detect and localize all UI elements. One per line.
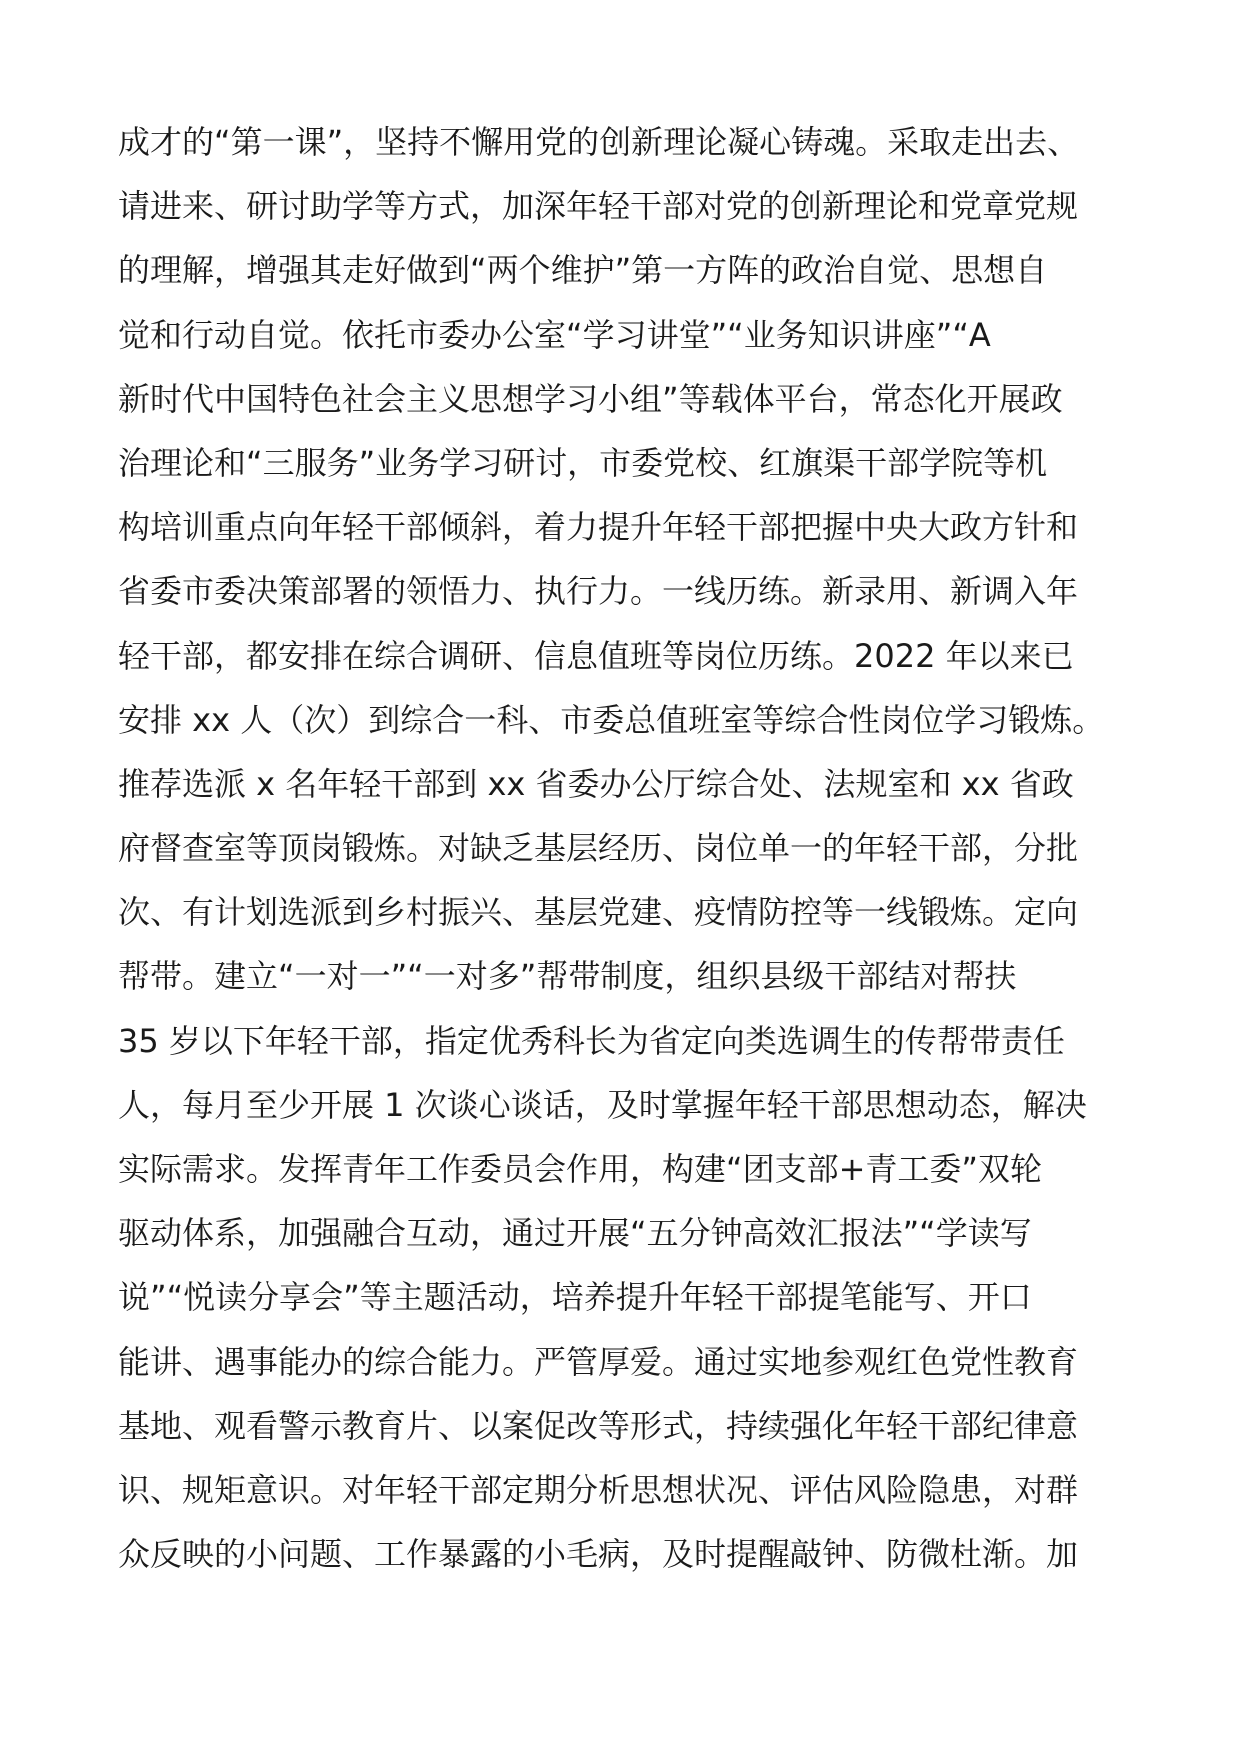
text-line: 35 岁以下年轻干部，指定优秀科长为省定向类选调生的传帮带责任: [118, 1021, 1065, 1060]
text-line: 新时代中国特色社会主义思想学习小组”等载体平台，常态化开展政: [118, 379, 1063, 418]
text-line: 基地、观看警示教育片、以案促改等形式，持续强化年轻干部纪律意: [118, 1406, 1079, 1445]
text-line: 能讲、遇事能办的综合能力。严管厚爱。通过实地参观红色党性教育: [118, 1342, 1079, 1381]
text-line: 觉和行动自觉。依托市委办公室“学习讲堂”“业务知识讲座”“A: [118, 315, 991, 354]
text-line: 识、规矩意识。对年轻干部定期分析思想状况、评估风险隐患，对群: [118, 1470, 1079, 1509]
body-paragraph: [118, 110, 1138, 1586]
text-line: 成才的“第一课”，坚持不懈用党的创新理论凝心铸魂。采取走出去、: [118, 123, 1080, 161]
text-line: 次、有计划选派到乡村振兴、基层党建、疫情防控等一线锻炼。定向: [118, 893, 1079, 932]
text-line: 省委市委决策部署的领悟力、执行力。一线历练。新录用、新调入年: [118, 572, 1079, 611]
text-line: 驱动体系，加强融合互动，通过开展“五分钟高效汇报法”“学读写: [118, 1214, 1032, 1253]
text-line: 构培训重点向年轻干部倾斜，着力提升年轻干部把握中央大政方针和: [118, 508, 1079, 547]
text-line: 实际需求。发挥青年工作委员会作用，构建“团支部+青工委”双轮: [118, 1150, 1042, 1188]
text-line: 说”“悦读分享会”等主题活动，培养提升年轻干部提笔能写、开口: [118, 1278, 1032, 1317]
text-line: 请进来、研讨助学等方式，加深年轻干部对党的创新理论和党章党规: [118, 187, 1079, 226]
text-line: 治理论和“三服务”业务学习研讨，市委党校、红旗渠干部学院等机: [118, 443, 1048, 482]
text-line: 轻干部，都安排在综合调研、信息值班等岗位历练。2022 年以来已: [118, 636, 1074, 675]
text-line: 府督查室等顶岗锻炼。对缺乏基层经历、岗位单一的年轻干部，分批: [118, 829, 1079, 868]
text-line: 帮带。建立“一对一”“一对多”帮带制度，组织县级干部结对帮扶: [118, 957, 1017, 996]
text-line: 的理解，增强其走好做到“两个维护”第一方阵的政治自觉、思想自: [118, 251, 1048, 290]
text-line: 推荐选派 x 名年轻干部到 xx 省委办公厅综合处、法规室和 xx 省政: [118, 764, 1074, 803]
text-line: 安排 xx 人（次）到综合一科、市委总值班室等综合性岗位学习锻炼。: [118, 700, 1105, 739]
text-line: 众反映的小问题、工作暴露的小毛病，及时提醒敲钟、防微杜渐。加: [118, 1535, 1079, 1574]
text-line: 人，每月至少开展 1 次谈心谈话，及时掌握年轻干部思想动态，解决: [118, 1085, 1087, 1124]
